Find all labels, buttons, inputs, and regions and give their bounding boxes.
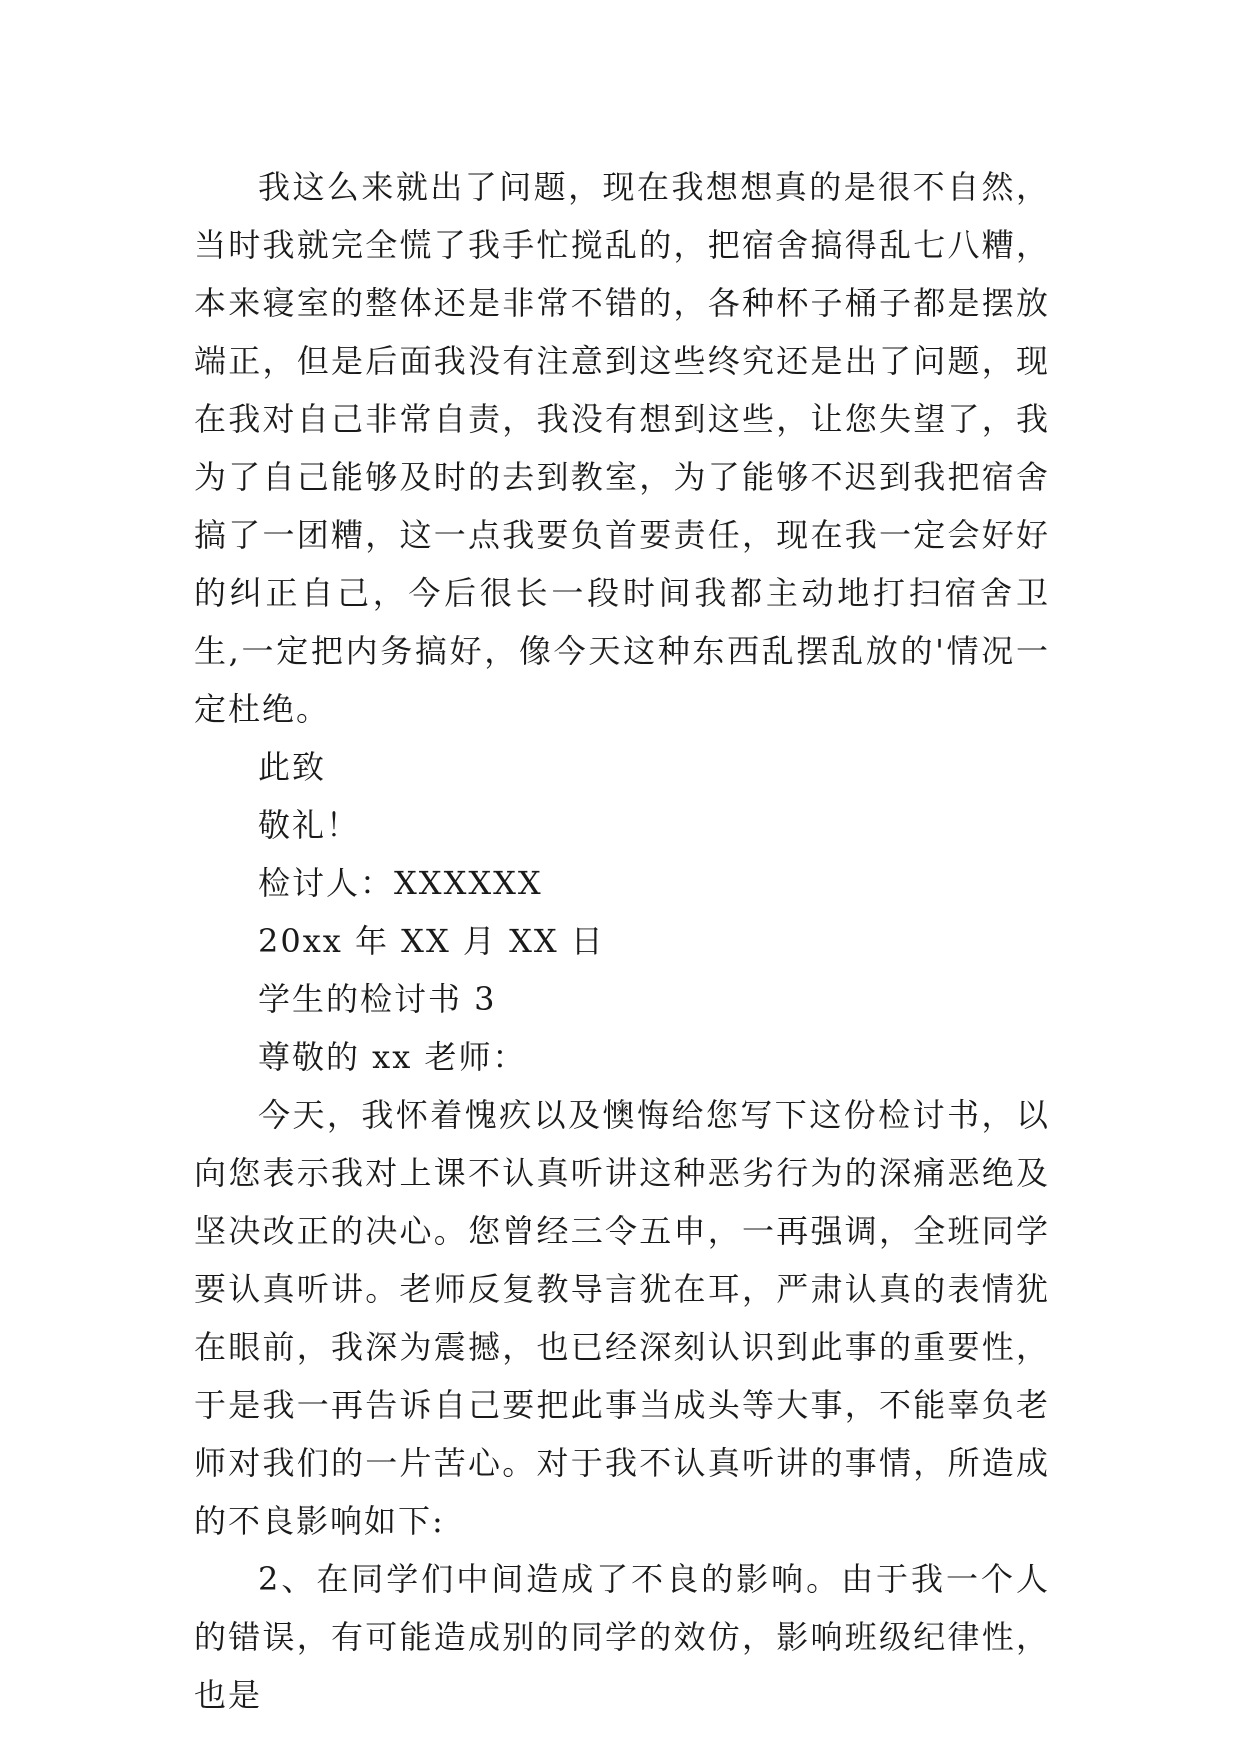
date-line: 20xx 年 XX 月 XX 日: [258, 922, 605, 960]
document-body: [194, 158, 1050, 1724]
section-title: 学生的检讨书 3: [258, 980, 497, 1018]
closing-line-1: 此致: [258, 748, 327, 786]
body-paragraph-1: 我这么来就出了问题，现在我想想真的是很不自然，当时我就完全慌了我手忙搅乱的，把宿舍搞得乱七八糟，本来寝室的整体还是非常不错的，各种杯子桶子都是摆放端正，但是后面我没有注意到这些终究还是出了问题，现在我对自己非常自责，我没有想到这些，让您失望了，我为了自己能够及时的去到教室，为了能够不迟到我把宿舍搞了一团糟，这一点我要负首要责任，现在我一定会好好的纠正自己，今后很长一段时间我都主动地打扫宿舍卫生,一定把内务搞好，像今天这种东西乱摆乱放的'情况一定杜绝。: [194, 168, 1050, 728]
signer-line: 检讨人：XXXXXX: [258, 864, 543, 902]
closing-line-2: 敬礼！: [258, 806, 361, 844]
body-paragraph-2: 今天，我怀着愧疚以及懊悔给您写下这份检讨书，以向您表示我对上课不认真听讲这种恶劣行为的深痛恶绝及坚决改正的决心。您曾经三令五申，一再强调，全班同学要认真听讲。老师反复教导言犹在耳，严肃认真的表情犹在眼前，我深为震撼，也已经深刻认识到此事的重要性，于是我一再告诉自己要把此事当成头等大事，不能辜负老师对我们的一片苦心。对于我不认真听讲的事情，所造成的不良影响如下:: [194, 1096, 1050, 1540]
salutation: 尊敬的 xx 老师：: [258, 1038, 527, 1076]
body-paragraph-3: 2、在同学们中间造成了不良的影响。由于我一个人的错误，有可能造成别的同学的效仿，影响班级纪律性，也是: [194, 1560, 1050, 1714]
